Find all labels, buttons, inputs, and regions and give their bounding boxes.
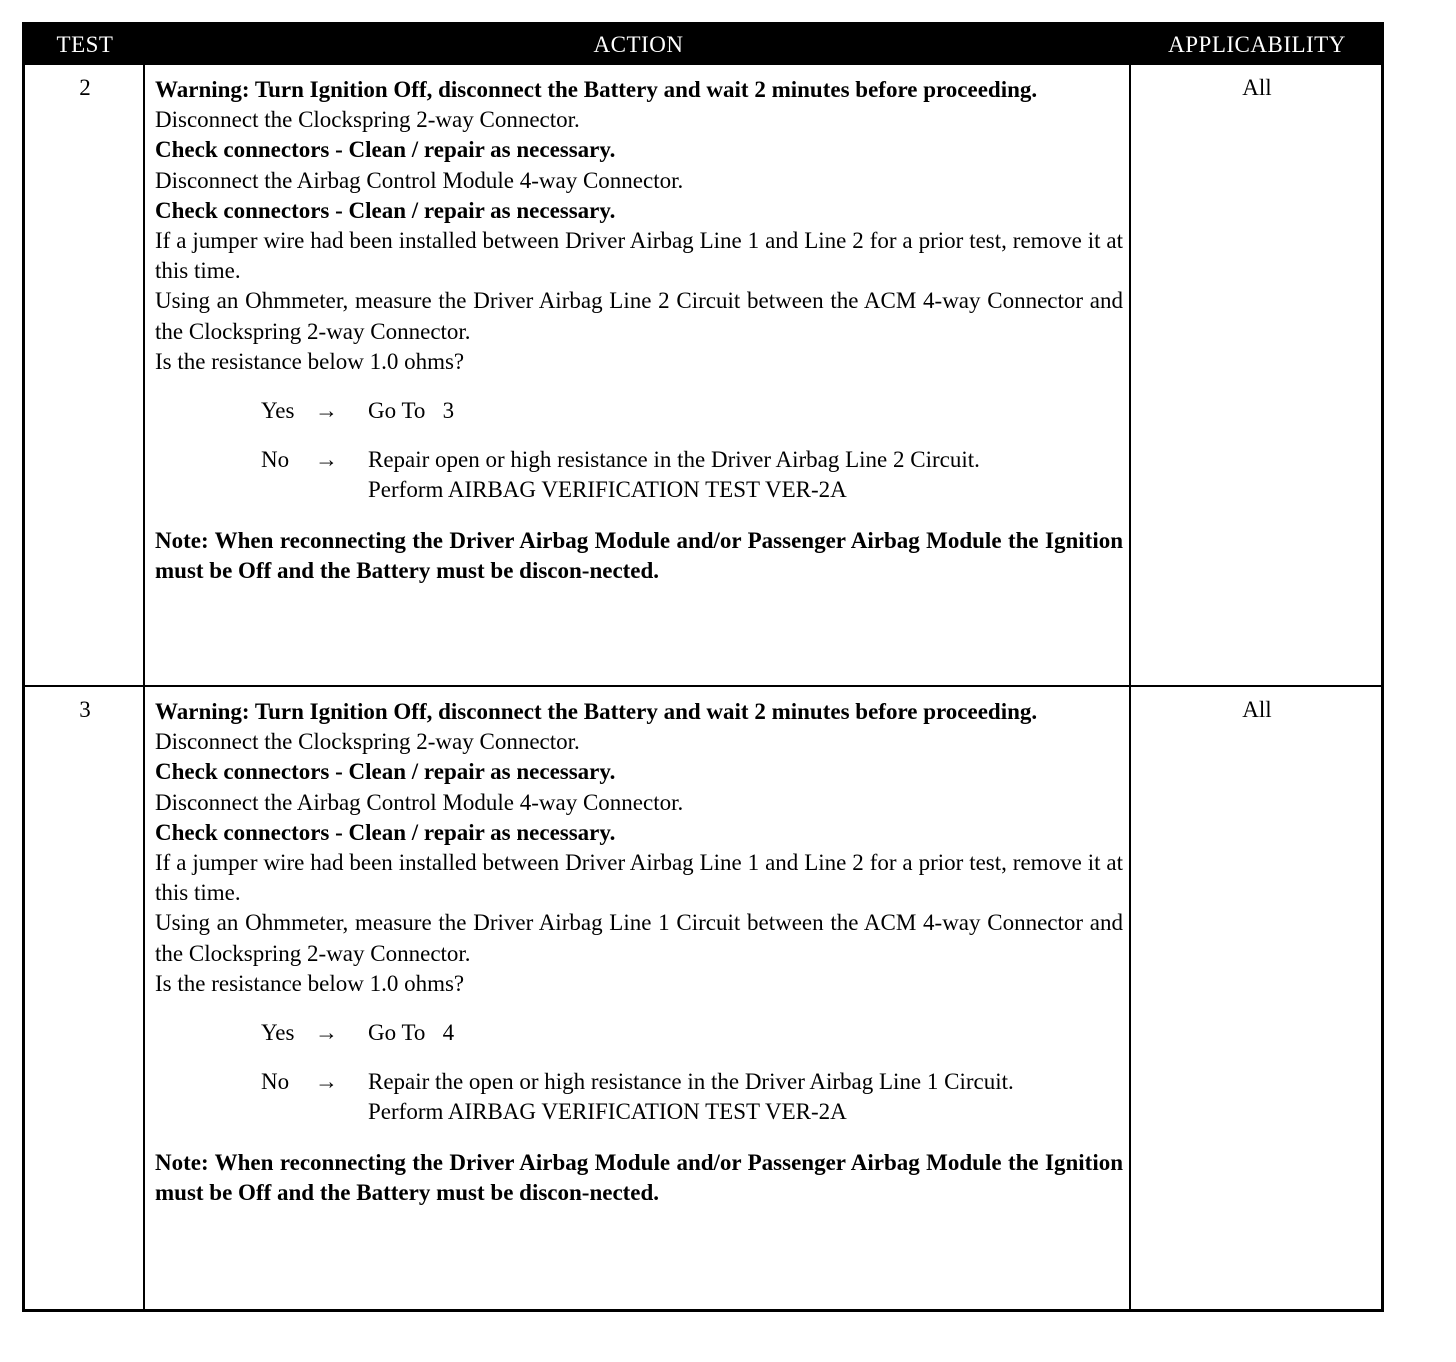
header-applicability: APPLICABILITY <box>1168 32 1346 57</box>
note-text: Note: When reconnecting the Driver Airbag Module and/or Passenger Airbag Module the Ignition must be Off and the Battery must be discon-nected. <box>155 527 1123 583</box>
no-result-text: Repair open or high resistance in the Driver Airbag Line 2 Circuit. <box>368 447 980 473</box>
no-perform-text: Perform AIRBAG VERIFICATION TEST VER-2A <box>368 1099 847 1125</box>
no-branch <box>261 445 1123 505</box>
header-action: ACTION <box>593 32 684 57</box>
no-result-text: Repair the open or high resistance in the Driver Airbag Line 1 Circuit. <box>368 1069 1014 1095</box>
no-label: No <box>261 447 290 473</box>
warning-text: Warning: Turn Ignition Off, disconnect the Battery and wait 2 minutes before proceeding. <box>155 77 1038 102</box>
action-cell <box>155 75 1123 586</box>
test-number: 2 <box>79 75 91 100</box>
warning-text: Warning: Turn Ignition Off, disconnect the Battery and wait 2 minutes before proceeding. <box>155 699 1038 724</box>
check-text: Check connectors - Clean / repair as necessary. <box>155 137 616 163</box>
question-text: Is the resistance below 1.0 ohms? <box>155 348 465 374</box>
step-text: Disconnect the Airbag Control Module 4-way Connector. <box>155 789 684 815</box>
test-number: 3 <box>79 697 91 722</box>
jumper-text: If a jumper wire had been installed between Driver Airbag Line 1 and Line 2 for a prior test, remove it at this time. <box>155 850 1123 906</box>
note-text: Note: When reconnecting the Driver Airbag Module and/or Passenger Airbag Module the Ignition must be Off and the Battery must be discon-nected. <box>155 1149 1123 1205</box>
check-text: Check connectors - Clean / repair as necessary. <box>155 819 616 845</box>
arrow-icon: → <box>315 447 338 473</box>
header-test: TEST <box>56 32 114 57</box>
applicability-value: All <box>1242 75 1272 100</box>
yes-label: Yes <box>261 398 295 424</box>
step-text: Disconnect the Clockspring 2-way Connector. <box>155 729 580 755</box>
no-perform-text: Perform AIRBAG VERIFICATION TEST VER-2A <box>368 477 847 503</box>
yes-result: Go To 4 <box>368 1020 455 1046</box>
question-text: Is the resistance below 1.0 ohms? <box>155 970 465 996</box>
no-result <box>368 1067 1123 1127</box>
step-text: Disconnect the Airbag Control Module 4-way Connector. <box>155 167 684 193</box>
no-label: No <box>261 1069 290 1095</box>
measure-text: Using an Ohmmeter, measure the Driver Airbag Line 1 Circuit between the ACM 4-way Connector and the Clockspring 2-way Connector. <box>155 910 1123 966</box>
yes-branch <box>261 1018 1123 1048</box>
yes-branch <box>261 396 1123 426</box>
step-text: Disconnect the Clockspring 2-way Connector. <box>155 107 580 133</box>
arrow-icon: → <box>315 398 338 424</box>
applicability-value: All <box>1242 697 1272 722</box>
no-result <box>368 445 1123 505</box>
diagnostic-test-table <box>22 22 1384 1312</box>
table-row <box>25 65 1381 685</box>
table-row <box>25 687 1381 1307</box>
no-branch <box>261 1067 1123 1127</box>
arrow-icon: → <box>315 1020 338 1046</box>
arrow-icon: → <box>315 1069 338 1095</box>
action-cell <box>155 697 1123 1208</box>
yes-label: Yes <box>261 1020 295 1046</box>
measure-text: Using an Ohmmeter, measure the Driver Airbag Line 2 Circuit between the ACM 4-way Connector and the Clockspring 2-way Connector. <box>155 288 1123 344</box>
yes-result: Go To 3 <box>368 398 455 424</box>
jumper-text: If a jumper wire had been installed between Driver Airbag Line 1 and Line 2 for a prior test, remove it at this time. <box>155 228 1123 284</box>
check-text: Check connectors - Clean / repair as necessary. <box>155 759 616 785</box>
table-header <box>25 25 1381 65</box>
check-text: Check connectors - Clean / repair as necessary. <box>155 197 616 223</box>
